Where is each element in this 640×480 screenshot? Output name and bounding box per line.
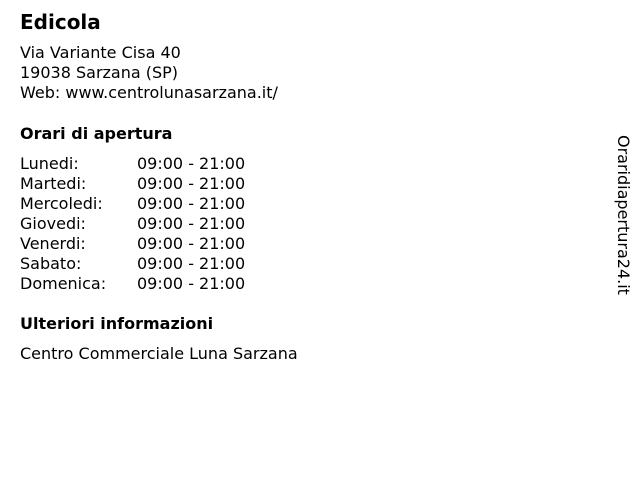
day-label: Lunedi: — [20, 154, 79, 173]
day-label: Mercoledi: — [20, 194, 103, 213]
address-street: Via Variante Cisa 40 — [20, 43, 181, 62]
day-label: Sabato: — [20, 254, 82, 273]
hours-row-lunedi — [20, 154, 245, 174]
address-city: 19038 Sarzana (SP) — [20, 63, 179, 82]
hours-row-mercoledi — [20, 194, 245, 214]
day-label: Martedi: — [20, 174, 87, 193]
time-range: 09:00 - 21:00 — [137, 214, 246, 233]
time-range: 09:00 - 21:00 — [137, 154, 246, 173]
time-range: 09:00 - 21:00 — [137, 194, 246, 213]
website-link[interactable]: Web: www.centrolunasarzana.it/ — [20, 83, 278, 102]
brand-watermark: Oraridiapertura24.it — [614, 135, 633, 295]
day-label: Venerdi: — [20, 234, 86, 253]
opening-hours-table — [20, 154, 245, 294]
opening-hours-heading: Orari di apertura — [20, 124, 173, 143]
hours-row-martedi — [20, 174, 245, 194]
business-address — [20, 43, 278, 103]
hours-row-venerdi — [20, 234, 245, 254]
hours-row-domenica — [20, 274, 245, 294]
time-range: 09:00 - 21:00 — [137, 174, 246, 193]
day-label: Giovedi: — [20, 214, 86, 233]
time-range: 09:00 - 21:00 — [137, 254, 246, 273]
hours-row-sabato — [20, 254, 245, 274]
hours-row-giovedi — [20, 214, 245, 234]
day-label: Domenica: — [20, 274, 107, 293]
business-name: Edicola — [20, 10, 101, 34]
time-range: 09:00 - 21:00 — [137, 234, 246, 253]
additional-info-text: Centro Commerciale Luna Sarzana — [20, 344, 298, 363]
time-range: 09:00 - 21:00 — [137, 274, 246, 293]
additional-info-heading: Ulteriori informazioni — [20, 314, 214, 333]
